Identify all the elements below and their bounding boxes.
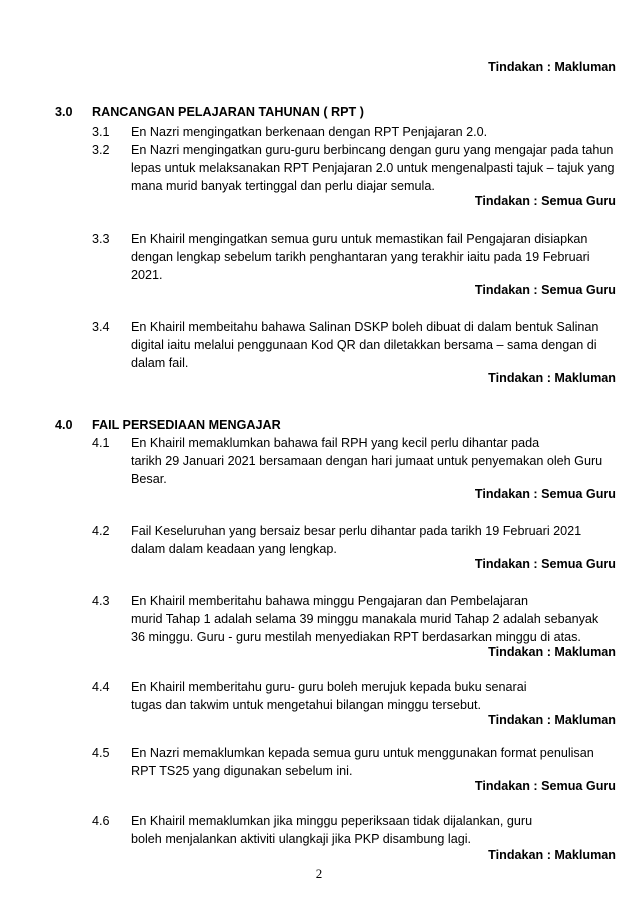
item-3-2-number: 3.2 [92, 143, 110, 157]
item-4-3-line-3: 36 minggu. Guru - guru mestilah menyediakan RPT berdasarkan minggu di atas. [131, 630, 581, 644]
item-4-3-line-1: En Khairil memberitahu bahawa minggu Pengajaran dan Pembelajaran [131, 594, 528, 608]
item-4-6-line-1: En Khairil memaklumkan jika minggu peperiksaan tidak dijalankan, guru [131, 814, 533, 828]
item-4-5-line-2: RPT TS25 yang digunakan sebelum ini. [131, 764, 353, 778]
page-number: 2 [315, 866, 323, 881]
item-4-1-action: Tindakan : Semua Guru [474, 487, 616, 501]
item-3-4-line-2: digital iaitu melalui penggunaan Kod QR dan diletakkan bersama – sama dengan di [131, 338, 597, 352]
item-4-5-line-1: En Nazri memaklumkan kepada semua guru untuk menggunakan format penulisan [131, 746, 594, 760]
top-action-label: Tindakan : Makluman [488, 60, 616, 74]
item-3-3-line-2: dengan lengkap sebelum tarikh penghantaran yang terakhir iaitu pada 19 Februari [131, 250, 590, 264]
item-3-1-line-1: En Nazri mengingatkan berkenaan dengan RPT Penjajaran 2.0. [131, 125, 488, 139]
item-3-2-line-3: mana murid banyak tertinggal dan perlu diajar semula. [131, 179, 435, 193]
item-4-3-line-2: murid Tahap 1 adalah selama 39 minggu manakala murid Tahap 2 adalah sebanyak [131, 612, 599, 626]
item-3-4-line-1: En Khairil membeitahu bahawa Salinan DSKP boleh dibuat di dalam bentuk Salinan [131, 320, 599, 334]
section-4-title: FAIL PERSEDIAAN MENGAJAR [92, 418, 281, 432]
item-4-5-action: Tindakan : Semua Guru [474, 779, 616, 793]
item-4-2-action: Tindakan : Semua Guru [474, 557, 616, 571]
item-3-2-action: Tindakan : Semua Guru [474, 194, 616, 208]
item-4-1-line-1: En Khairil memaklumkan bahawa fail RPH yang kecil perlu dihantar pada [131, 436, 540, 450]
item-4-3-action: Tindakan : Makluman [488, 645, 616, 659]
item-3-4-action: Tindakan : Makluman [488, 371, 616, 385]
item-3-4-number: 3.4 [92, 320, 110, 334]
item-4-4-action: Tindakan : Makluman [488, 713, 616, 727]
item-4-1-line-2: tarikh 29 Januari 2021 bersamaan dengan hari jumaat untuk penyemakan oleh Guru [131, 454, 603, 468]
item-4-6-line-2: boleh menjalankan aktiviti ulangkaji jika PKP disambung lagi. [131, 832, 472, 846]
item-3-1-number: 3.1 [92, 125, 110, 139]
item-3-3-line-3: 2021. [131, 268, 163, 282]
item-3-2-line-1: En Nazri mengingatkan guru-guru berbincang dengan guru yang mengajar pada tahun [131, 143, 614, 157]
section-3-title: RANCANGAN PELAJARAN TAHUNAN ( RPT ) [92, 105, 364, 119]
item-4-6-action: Tindakan : Makluman [488, 848, 616, 862]
item-3-3-line-1: En Khairil mengingatkan semua guru untuk memastikan fail Pengajaran disiapkan [131, 232, 588, 246]
section-3-number: 3.0 [55, 105, 73, 119]
item-3-4-line-3: dalam fail. [131, 356, 189, 370]
item-4-1-number: 4.1 [92, 436, 110, 450]
item-4-2-line-1: Fail Keseluruhan yang bersaiz besar perlu dihantar pada tarikh 19 Februari 2021 [131, 524, 582, 538]
item-4-3-number: 4.3 [92, 594, 110, 608]
item-3-3-number: 3.3 [92, 232, 110, 246]
item-4-4-line-1: En Khairil memberitahu guru- guru boleh merujuk kepada buku senarai [131, 680, 527, 694]
item-4-4-line-2: tugas dan takwim untuk mengetahui bilangan minggu tersebut. [131, 698, 482, 712]
item-3-3-action: Tindakan : Semua Guru [474, 283, 616, 297]
item-4-4-number: 4.4 [92, 680, 110, 694]
item-4-5-number: 4.5 [92, 746, 110, 760]
item-4-2-line-2: dalam dalam keadaan yang lengkap. [131, 542, 337, 556]
item-4-2-number: 4.2 [92, 524, 110, 538]
section-4-number: 4.0 [55, 418, 73, 432]
item-3-2-line-2: lepas untuk melaksanakan RPT Penjajaran 2.0 untuk mengenalpasti tajuk – tajuk yang [131, 161, 615, 175]
item-4-6-number: 4.6 [92, 814, 110, 828]
item-4-1-line-3: Besar. [131, 472, 167, 486]
